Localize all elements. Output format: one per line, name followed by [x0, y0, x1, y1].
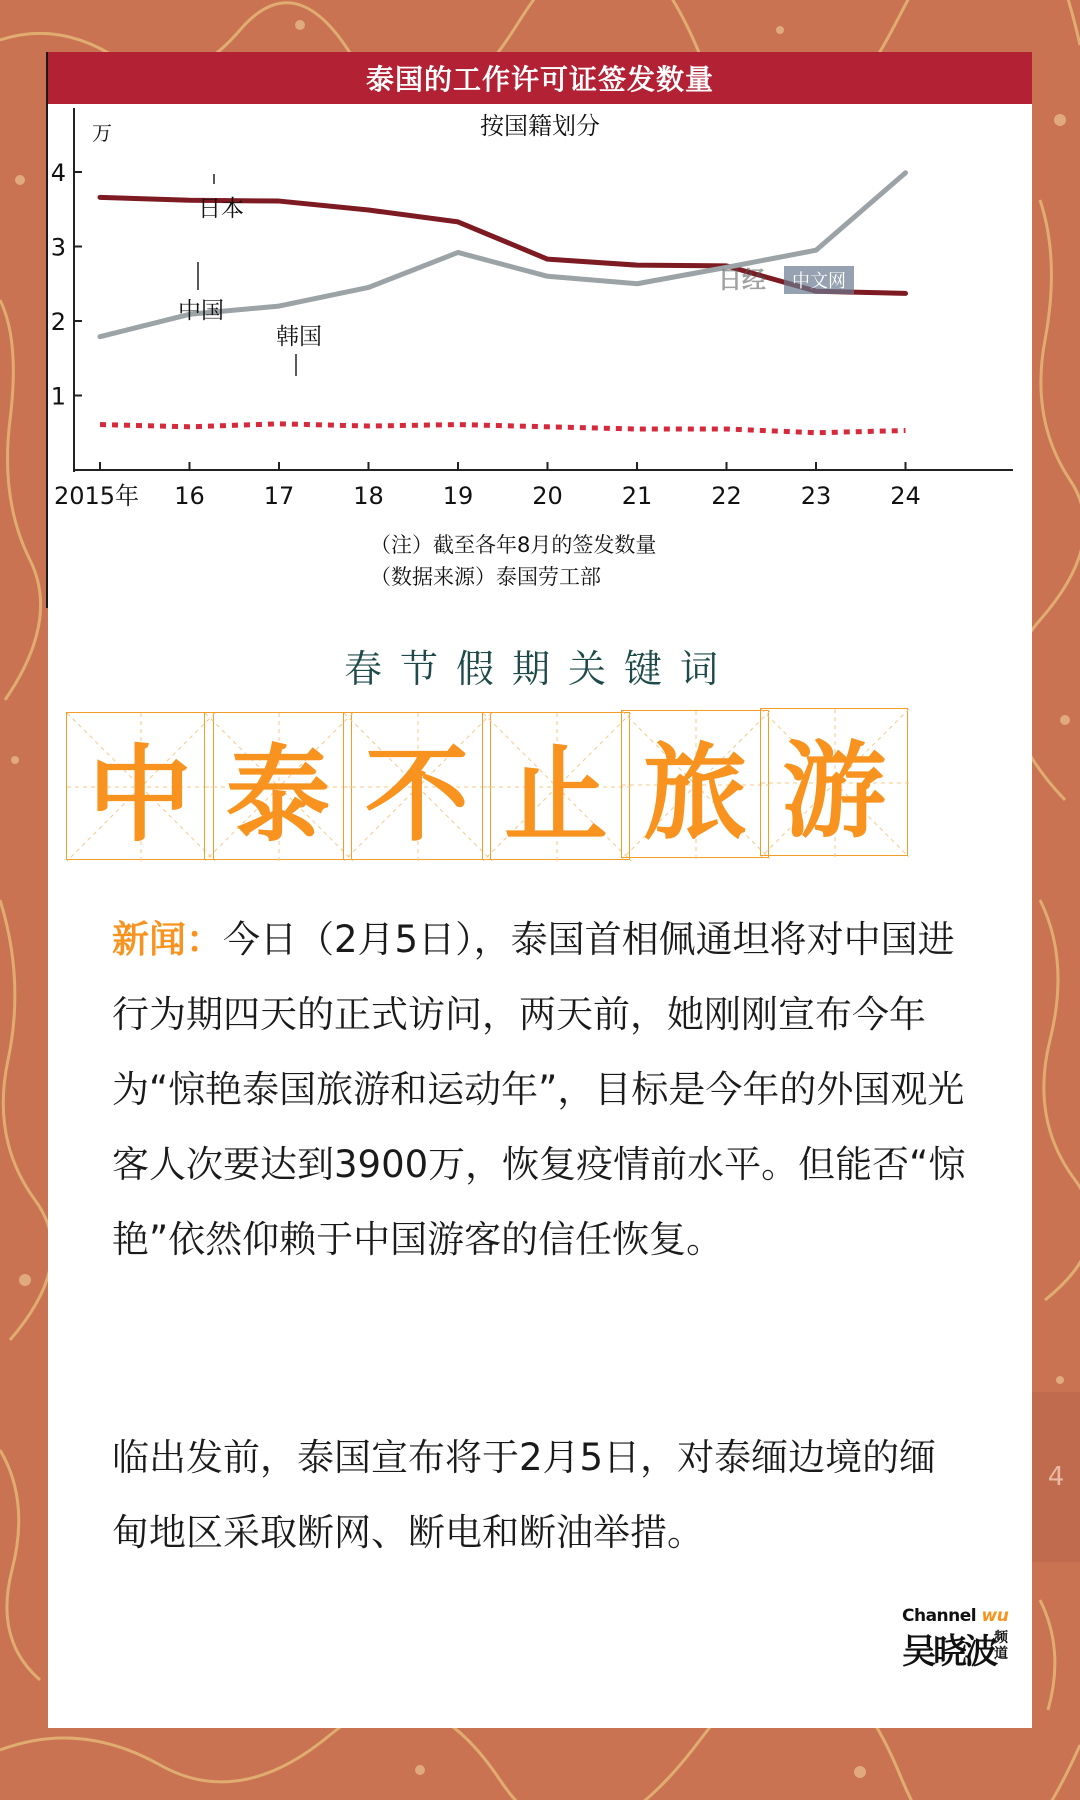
keyword-box: [343, 712, 491, 860]
keyword-box: [482, 712, 630, 860]
logo-name: 吴晓波: [902, 1632, 995, 1672]
section-heading: 春节假期关键词: [343, 647, 736, 691]
second-paragraph: 临出发前，泰国宣布将于2月5日，对泰缅边境的缅甸地区采取断网、断电和断油举措。: [112, 1436, 937, 1554]
y-tick-label: 2: [50, 308, 66, 336]
x-tick-label: 16: [174, 482, 205, 510]
side-tab-number: 4: [1047, 1462, 1065, 1492]
series-label-china: 中国: [178, 298, 224, 324]
x-tick-label: 20: [532, 482, 563, 510]
logo-side-text: 频道: [994, 1630, 1008, 1662]
keyword-box: [621, 710, 769, 858]
keyword-char: 泰: [225, 733, 330, 856]
chart-title: 泰国的工作许可证签发数量: [365, 63, 714, 96]
keyword-char: 中: [87, 733, 192, 856]
chart-title-bar: [48, 52, 1032, 104]
keyword-box: [760, 708, 908, 856]
y-tick-label: 1: [50, 382, 66, 411]
series-line-korea: [100, 424, 906, 433]
logo-channel-text: Channel: [902, 1606, 977, 1626]
series-label-korea: 韩国: [276, 324, 322, 350]
logo-wu-text: wu: [981, 1606, 1009, 1626]
news-text: 今日（2月5日），泰国首相佩通坦将对中国进行为期四天的正式访问，两天前，她刚刚宣布今年为“惊艳泰国旅游和运动年”，目标是今年的外国观光客人次要达到3900万，恢复疫情前水平。但能否“惊艳”依然仰赖于中国游客的信任恢复。: [112, 918, 966, 1261]
watermark-label: 中文网: [792, 271, 846, 292]
chart-note: （注）截至各年8月的签发数量: [370, 533, 657, 557]
y-tick-label: 4: [50, 159, 66, 187]
x-tick-label: 2015年: [54, 482, 140, 510]
y-tick-label: 3: [50, 233, 66, 262]
news-label: 新闻：: [112, 918, 223, 961]
x-tick-label: 19: [442, 482, 474, 510]
series-label-japan: 日本: [198, 196, 244, 222]
chart-subtitle: 按国籍划分: [480, 112, 600, 140]
logo-channel-line: [902, 1606, 1008, 1626]
x-tick-label: 22: [711, 482, 742, 510]
line-chart: [48, 104, 1032, 604]
x-tick-label: 23: [800, 482, 832, 510]
watermark-brand: 日经: [718, 265, 766, 294]
channel-logo: [902, 1606, 1012, 1672]
x-tick-label: 18: [353, 482, 384, 510]
x-tick-label: 21: [621, 482, 653, 510]
keyword-box: [204, 712, 352, 860]
keyword-char: 游: [781, 729, 886, 852]
keyword-char: 不: [364, 733, 469, 856]
y-unit-label: 万: [92, 121, 112, 145]
x-tick-label: 17: [263, 482, 295, 510]
keyword-char: 旅: [642, 731, 747, 854]
keyword-char: 止: [503, 733, 608, 856]
side-page-tab: [1032, 1392, 1080, 1562]
chart-source: （数据来源）泰国劳工部: [370, 565, 601, 589]
x-tick-label: 24: [890, 482, 921, 510]
keyword-row: [66, 712, 1016, 864]
keyword-box: [66, 712, 214, 860]
news-paragraph: [112, 902, 972, 1277]
